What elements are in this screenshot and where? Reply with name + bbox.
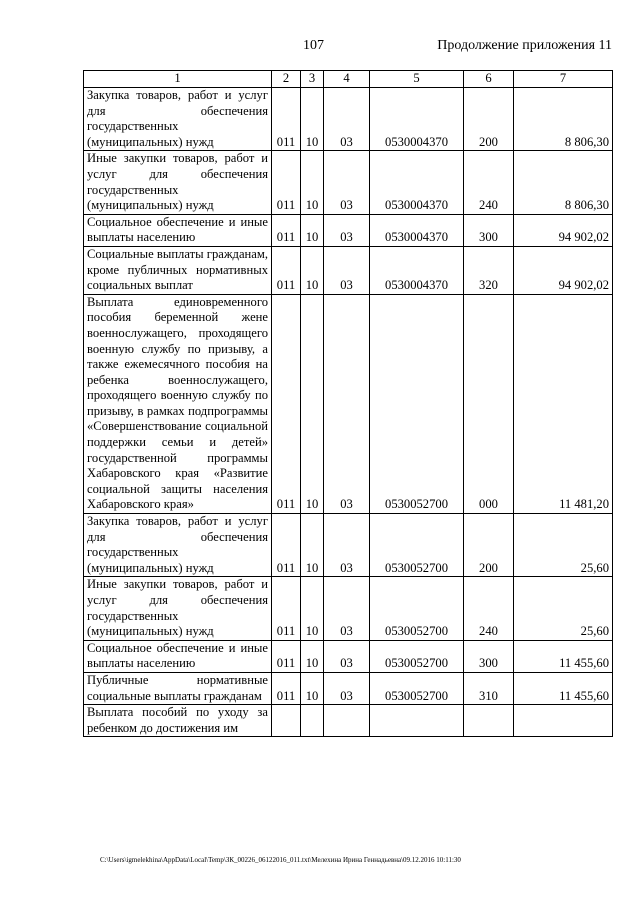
column-header: 1 — [84, 71, 272, 88]
table-row — [84, 672, 613, 704]
ministry-code-cell: 011 — [272, 640, 301, 672]
expense-name-cell: Публичные нормативные социальные выплаты гражданам — [84, 672, 272, 704]
expense-type-cell: 240 — [464, 577, 514, 640]
amount-cell: 94 902,02 — [514, 246, 613, 294]
table-row — [84, 640, 613, 672]
expense-name-cell: Закупка товаров, работ и услуг для обеспечения государственных (муниципальных) нужд — [84, 88, 272, 151]
target-article-cell — [370, 705, 464, 737]
amount-cell: 94 902,02 — [514, 214, 613, 246]
column-header: 2 — [272, 71, 301, 88]
expense-type-cell: 300 — [464, 214, 514, 246]
ministry-code-cell: 011 — [272, 672, 301, 704]
ministry-code-cell: 011 — [272, 246, 301, 294]
subsection-code-cell: 03 — [324, 214, 370, 246]
section-code-cell: 10 — [301, 88, 324, 151]
document-path-footer: C:\Users\igmelekhina\AppData\Local\Temp\ЗК_00226_06122016_011.txt\Мелехина Ирина Геннадьевна\09.12.2016 10:11:30 — [100, 856, 461, 864]
column-header: 4 — [324, 71, 370, 88]
budget-table — [83, 70, 613, 737]
expense-name-cell: Выплата пособий по уходу за ребенком до достижения им — [84, 705, 272, 737]
amount-cell: 25,60 — [514, 577, 613, 640]
subsection-code-cell: 03 — [324, 246, 370, 294]
target-article-cell: 0530052700 — [370, 640, 464, 672]
expense-type-cell — [464, 705, 514, 737]
target-article-cell: 0530052700 — [370, 672, 464, 704]
section-code-cell: 10 — [301, 151, 324, 214]
subsection-code-cell: 03 — [324, 294, 370, 513]
target-article-cell: 0530004370 — [370, 88, 464, 151]
column-number-header-row — [84, 71, 613, 88]
section-code-cell — [301, 705, 324, 737]
column-header: 3 — [301, 71, 324, 88]
expense-type-cell: 300 — [464, 640, 514, 672]
subsection-code-cell: 03 — [324, 88, 370, 151]
expense-type-cell: 320 — [464, 246, 514, 294]
table-row — [84, 88, 613, 151]
subsection-code-cell: 03 — [324, 672, 370, 704]
section-code-cell: 10 — [301, 214, 324, 246]
target-article-cell: 0530004370 — [370, 214, 464, 246]
ministry-code-cell: 011 — [272, 88, 301, 151]
expense-type-cell: 200 — [464, 88, 514, 151]
amount-cell: 11 455,60 — [514, 672, 613, 704]
ministry-code-cell: 011 — [272, 514, 301, 577]
expense-name-cell: Социальное обеспечение и иные выплаты населению — [84, 214, 272, 246]
target-article-cell: 0530004370 — [370, 151, 464, 214]
ministry-code-cell: 011 — [272, 214, 301, 246]
subsection-code-cell — [324, 705, 370, 737]
section-code-cell: 10 — [301, 294, 324, 513]
target-article-cell: 0530052700 — [370, 514, 464, 577]
amount-cell: 8 806,30 — [514, 151, 613, 214]
expense-name-cell: Социальное обеспечение и иные выплаты населению — [84, 640, 272, 672]
target-article-cell: 0530052700 — [370, 577, 464, 640]
ministry-code-cell: 011 — [272, 577, 301, 640]
expense-type-cell: 240 — [464, 151, 514, 214]
appendix-continuation-note: Продолжение приложения 11 — [437, 38, 612, 53]
section-code-cell: 10 — [301, 640, 324, 672]
expense-type-cell: 000 — [464, 294, 514, 513]
expense-name-cell: Выплата единовременного пособия беременной жене военнослужащего, проходящего военную службу по призыву, а также ежемесячного пособия на ребенка военнослужащего, проходящего военную службу по призыву, в рамках подпрограммы «Совершенствование социальной поддержки семьи и детей» государственной программы Хабаровского края «Развитие социальной защиты населения Хабаровского края» — [84, 294, 272, 513]
column-header: 6 — [464, 71, 514, 88]
section-code-cell: 10 — [301, 577, 324, 640]
ministry-code-cell — [272, 705, 301, 737]
expense-type-cell: 310 — [464, 672, 514, 704]
subsection-code-cell: 03 — [324, 514, 370, 577]
subsection-code-cell: 03 — [324, 577, 370, 640]
table-row — [84, 577, 613, 640]
column-header: 5 — [370, 71, 464, 88]
table-row — [84, 514, 613, 577]
expense-name-cell: Закупка товаров, работ и услуг для обеспечения государственных (муниципальных) нужд — [84, 514, 272, 577]
table-row — [84, 214, 613, 246]
amount-cell: 25,60 — [514, 514, 613, 577]
subsection-code-cell: 03 — [324, 151, 370, 214]
expense-name-cell: Иные закупки товаров, работ и услуг для обеспечения государственных (муниципальных) нужд — [84, 577, 272, 640]
amount-cell: 11 481,20 — [514, 294, 613, 513]
target-article-cell: 0530052700 — [370, 294, 464, 513]
table-row — [84, 151, 613, 214]
target-article-cell: 0530004370 — [370, 246, 464, 294]
table-row — [84, 294, 613, 513]
ministry-code-cell: 011 — [272, 294, 301, 513]
section-code-cell: 10 — [301, 672, 324, 704]
subsection-code-cell: 03 — [324, 640, 370, 672]
amount-cell: 11 455,60 — [514, 640, 613, 672]
expense-name-cell: Социальные выплаты гражданам, кроме публичных нормативных социальных выплат — [84, 246, 272, 294]
expense-type-cell: 200 — [464, 514, 514, 577]
ministry-code-cell: 011 — [272, 151, 301, 214]
section-code-cell: 10 — [301, 246, 324, 294]
expense-name-cell: Иные закупки товаров, работ и услуг для обеспечения государственных (муниципальных) нужд — [84, 151, 272, 214]
table-row — [84, 246, 613, 294]
amount-cell: 8 806,30 — [514, 88, 613, 151]
amount-cell — [514, 705, 613, 737]
section-code-cell: 10 — [301, 514, 324, 577]
page-number: 107 — [303, 38, 324, 53]
column-header: 7 — [514, 71, 613, 88]
table-row — [84, 705, 613, 737]
